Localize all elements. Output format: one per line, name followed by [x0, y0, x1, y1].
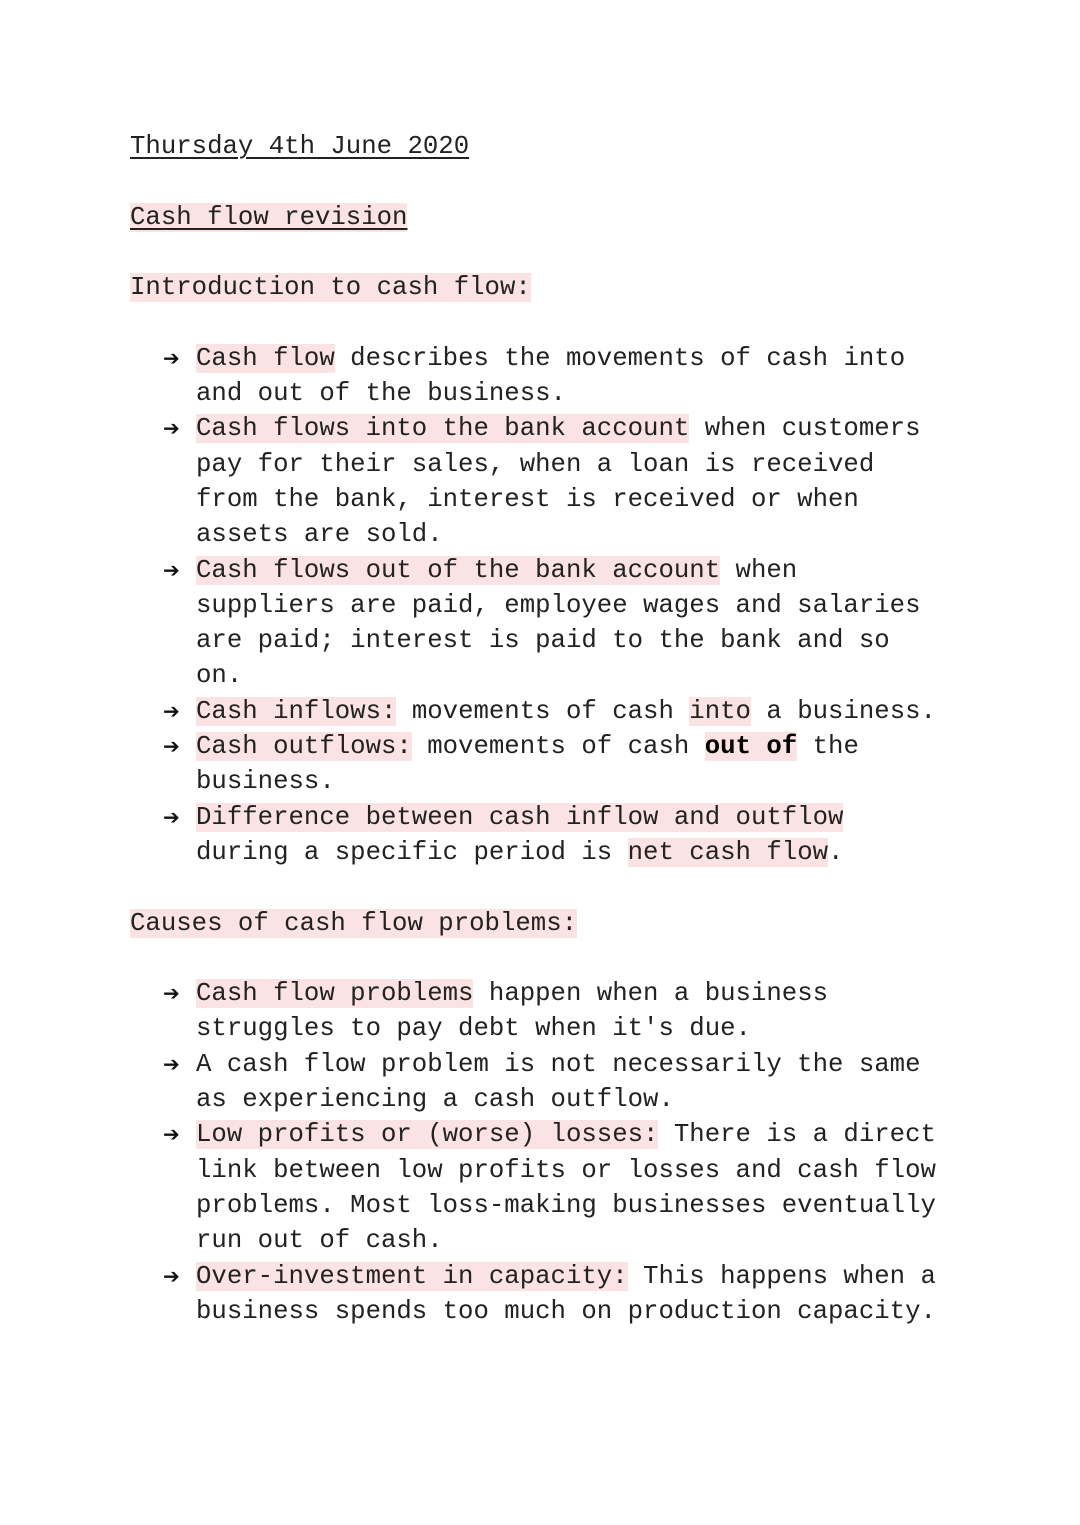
- arrow-bullet-icon: ➔: [163, 981, 180, 1006]
- arrow-bullet-icon: ➔: [163, 557, 180, 582]
- text-line: [130, 517, 1030, 552]
- arrow-bullet-icon: ➔: [163, 1122, 180, 1147]
- text-segment: when: [720, 555, 798, 585]
- highlighted-text: Over-investment in capacity:: [196, 1261, 628, 1291]
- text-segment: pay for their sales, when a loan is received: [196, 449, 875, 479]
- highlighted-text: Causes of cash flow problems:: [130, 908, 578, 938]
- document-body: [130, 129, 1030, 1329]
- text-line: [130, 482, 1030, 517]
- arrow-bullet-icon: ➔: [163, 698, 180, 723]
- highlighted-text: Difference between cash inflow and outflow: [196, 802, 844, 832]
- text-line: [130, 623, 1030, 658]
- bullet-item: [130, 411, 1030, 446]
- bullet-item: [130, 729, 1030, 764]
- text-line: [130, 906, 1030, 941]
- text-segment: during a specific period is: [196, 837, 628, 867]
- bullet-item: [130, 694, 1030, 729]
- text-segment: This happens when a: [627, 1261, 936, 1291]
- arrow-bullet-icon: ➔: [163, 1051, 180, 1076]
- text-line: [130, 1082, 1030, 1117]
- text-line: [130, 200, 1030, 235]
- highlighted-text: Cash flows into the bank account: [196, 414, 690, 444]
- text-line: [130, 270, 1030, 305]
- highlighted-text: Cash flow problems: [196, 979, 474, 1009]
- text-segment: movements of cash: [411, 732, 705, 762]
- text-line: [130, 1223, 1030, 1258]
- highlighted-text: net cash flow: [627, 837, 829, 867]
- bullet-item: [130, 341, 1030, 376]
- bullet-item: [130, 1259, 1030, 1294]
- text-segment: assets are sold.: [196, 520, 443, 550]
- text-segment: from the bank, interest is received or when: [196, 484, 859, 514]
- text-segment: when customers: [689, 414, 921, 444]
- highlighted-text: Cash outflows:: [196, 732, 412, 762]
- text-line: [130, 1011, 1030, 1046]
- bullet-item: [130, 1047, 1030, 1082]
- highlighted-text: Introduction to cash flow:: [130, 273, 531, 303]
- highlighted-text: Low profits or (worse) losses:: [196, 1120, 659, 1150]
- text-line: [130, 835, 1030, 870]
- text-segment: are paid; interest is paid to the bank and so: [196, 626, 890, 656]
- text-segment: There is a direct: [658, 1120, 936, 1150]
- text-segment: the: [797, 732, 859, 762]
- bullet-item: [130, 553, 1030, 588]
- blank-line: [130, 164, 1030, 199]
- text-segment: business.: [196, 767, 335, 797]
- text-line: [130, 1188, 1030, 1223]
- highlighted-text: into: [689, 696, 751, 726]
- arrow-bullet-icon: ➔: [163, 345, 180, 370]
- text-line: [130, 129, 1030, 164]
- arrow-bullet-icon: ➔: [163, 1263, 180, 1288]
- text-segment: Thursday 4th June 2020: [130, 132, 470, 161]
- text-segment: on.: [196, 661, 243, 691]
- text-segment: movements of cash: [396, 696, 690, 726]
- text-segment: describes the movements of cash into: [334, 343, 906, 373]
- highlighted-text: out of: [704, 732, 798, 762]
- text-segment: as experiencing a cash outflow.: [196, 1085, 674, 1115]
- arrow-bullet-icon: ➔: [163, 734, 180, 759]
- text-segment: business spends too much on production capacity.: [196, 1296, 936, 1326]
- blank-line: [130, 235, 1030, 270]
- text-segment: link between low profits or losses and cash flow: [196, 1155, 936, 1185]
- text-segment: suppliers are paid, employee wages and salaries: [196, 590, 921, 620]
- text-line: [130, 658, 1030, 693]
- text-line: [130, 1294, 1030, 1329]
- bullet-item: [130, 800, 1030, 835]
- text-line: [130, 447, 1030, 482]
- text-segment: and out of the business.: [196, 379, 566, 409]
- blank-line: [130, 941, 1030, 976]
- highlighted-text: Cash flow revision: [130, 202, 408, 232]
- text-segment: a business.: [750, 696, 936, 726]
- text-segment: happen when a business: [473, 979, 829, 1009]
- highlighted-text: Cash inflows:: [196, 696, 397, 726]
- text-segment: struggles to pay debt when it's due.: [196, 1014, 751, 1044]
- blank-line: [130, 870, 1030, 905]
- highlighted-text: Cash flows out of the bank account: [196, 555, 721, 585]
- highlighted-text: Cash flow: [196, 343, 335, 373]
- bullet-item: [130, 976, 1030, 1011]
- bullet-item: [130, 1117, 1030, 1152]
- blank-line: [130, 305, 1030, 340]
- text-line: [130, 1153, 1030, 1188]
- text-segment: run out of cash.: [196, 1226, 443, 1256]
- text-segment: A cash flow problem is not necessarily the same: [196, 1049, 921, 1079]
- arrow-bullet-icon: ➔: [163, 804, 180, 829]
- text-line: [130, 764, 1030, 799]
- text-line: [130, 588, 1030, 623]
- text-segment: problems. Most loss-making businesses eventually: [196, 1190, 936, 1220]
- text-segment: .: [828, 837, 844, 867]
- text-line: [130, 376, 1030, 411]
- arrow-bullet-icon: ➔: [163, 416, 180, 441]
